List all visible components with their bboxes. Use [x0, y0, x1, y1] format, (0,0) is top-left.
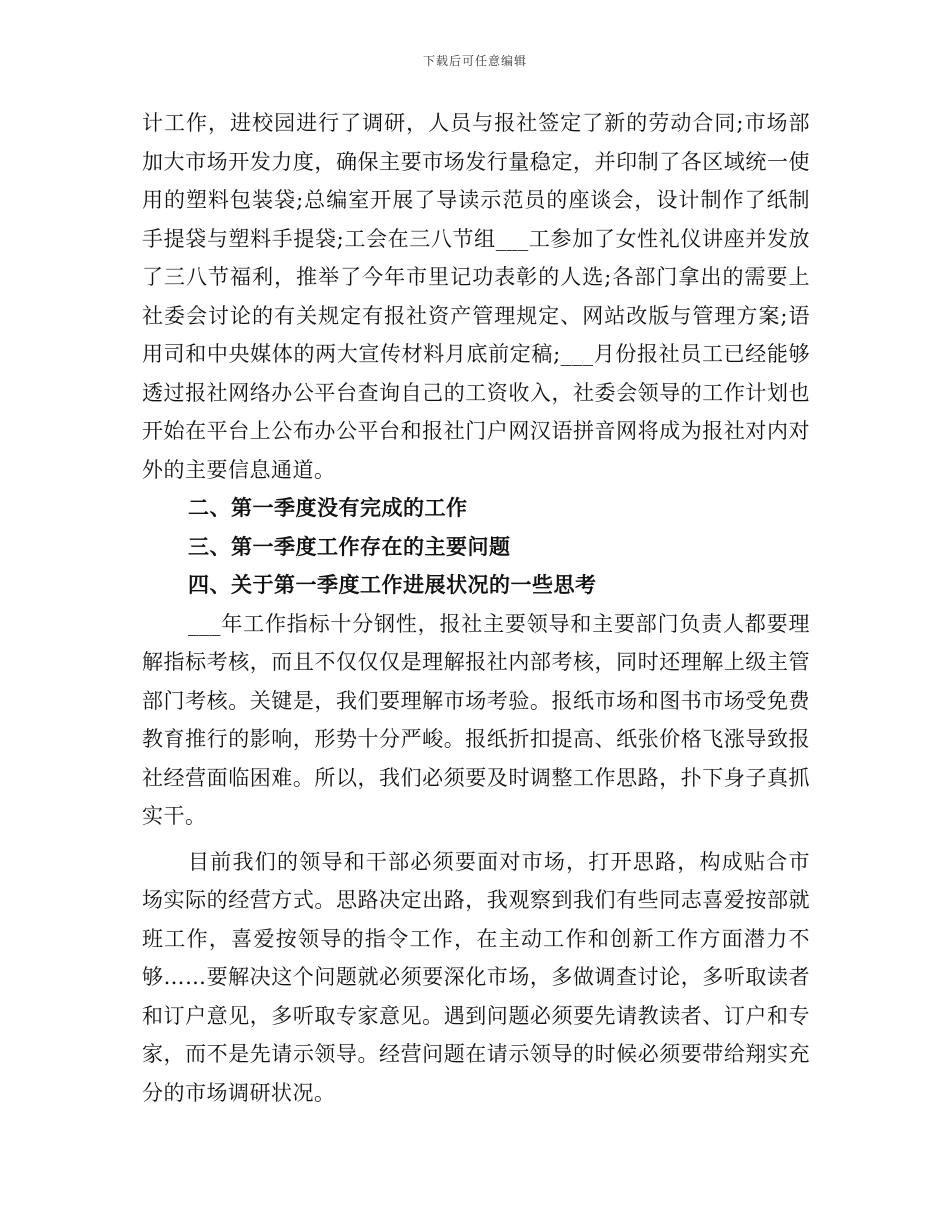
document-body [142, 104, 810, 1112]
paragraph-market-orientation: 目前我们的领导和干部必须要面对市场，打开思路，构成贴合市场实际的经营方式。思路决定出路，我观察到我们有些同志喜爱按部就班工作，喜爱按领导的指令工作，在主动工作和创新工作方面潜力不够……要解决这个问题就必须要深化市场，多做调查讨论，多听取读者和订户意见，多听取专家意见。遇到问题必须要先请教读者、订户和专家，而不是先请示领导。经营问题在请示领导的时候必须要带给翔实充分的市场调研状况。 [142, 849, 810, 1105]
paragraph-annual-targets: ___年工作指标十分钢性，报社主要领导和主要部门负责人都要理解指标考核，而且不仅仅仅是理解报社内部考核，同时还理解上级主管部门考核。关键是，我们要理解市场考验。报纸市场和图书市场受免费教育推行的影响，形势十分严峻。报纸折扣提高、纸张价格飞涨导致报社经营面临困难。所以，我们必须要及时调整工作思路，扑下身子真抓实干。 [142, 611, 810, 828]
page-header: 下载后可任意编辑 [422, 54, 527, 68]
heading-main-problems: 三、第一季度工作存在的主要问题 [188, 533, 511, 559]
paragraph-work-summary: 计工作，进校园进行了调研，人员与报社签定了新的劳动合同;市场部加大市场开发力度，确保主要市场发行量稳定，并印制了各区域统一使用的塑料包装袋;总编室开展了导读示范员的座谈会，设计制作了纸制手提袋与塑料手提袋;工会在三八节组___工参加了女性礼仪讲座并发放了三八节福利，推举了今年市里记功表彰的人选;各部门拿出的需要上社委会讨论的有关规定有报社资产管理规定、网站改版与管理方案;语用司和中央媒体的两大宣传材料月底前定稿;___月份报社员工已经能够透过报社网络办公平台查询自己的工资收入，社委会领导的工作计划也开始在平台上公布办公平台和报社门户网汉语拼音网将成为报社对内对外的主要信息通道。 [142, 111, 810, 482]
heading-unfinished-work: 二、第一季度没有完成的工作 [188, 495, 468, 520]
heading-reflections: 四、关于第一季度工作进展状况的一些思考 [188, 572, 597, 597]
